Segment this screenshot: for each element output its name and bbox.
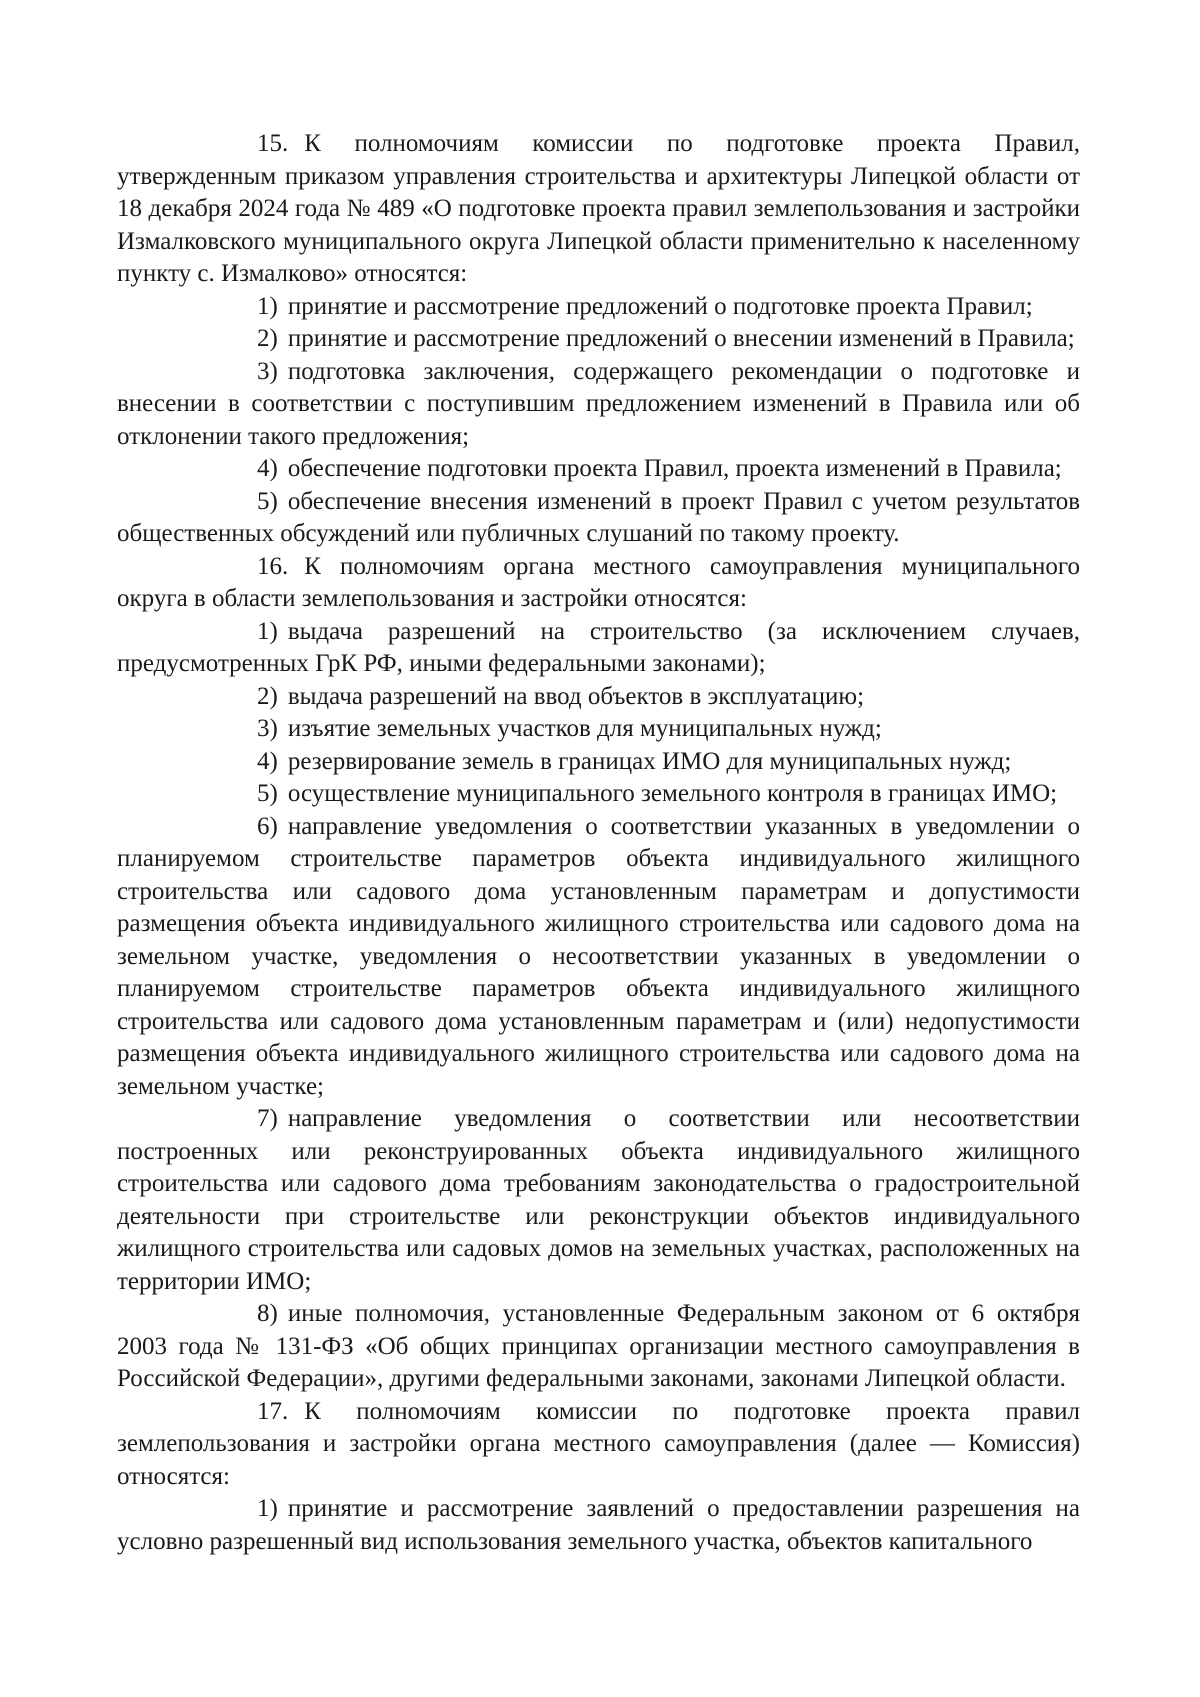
list-item (117, 681, 1080, 714)
item-number: 4) (257, 455, 278, 482)
document-page (117, 128, 1080, 1558)
section-paragraph (117, 551, 1080, 616)
paragraph-text: выдача разрешений на ввод объектов в эксплуатацию; (287, 682, 865, 710)
list-item (117, 323, 1080, 356)
list-item (117, 1298, 1080, 1396)
section-number: 17. (257, 1397, 289, 1425)
item-number: 4) (257, 747, 278, 775)
paragraph-text: иные полномочия, установленные Федеральным законом от 6 октября 2003 года № 131-ФЗ «Об общих принципах организации местного самоуправления в Российской Федерации», другими федеральными законами, законами Липецкой области. (117, 1300, 1080, 1392)
list-item (117, 1103, 1080, 1298)
section-paragraph (117, 128, 1080, 291)
item-number: 2) (257, 325, 278, 352)
paragraph-text: принятие и рассмотрение заявлений о предоставлении разрешения на условно разрешенный вид использования земельного участка, объектов капитального (117, 1495, 1080, 1555)
paragraph-text: направление уведомления о соответствии указанных в уведомлении о планируемом строительстве параметров объекта индивидуального жилищного строительства или садового дома установленным параметрам и допустимости размещения объекта индивидуального жилищного строительства или садового дома на земельном участке, уведомления о несоответствии указанных в уведомлении о планируемом строительстве параметров объекта индивидуального жилищного строительства или садового дома установленным параметрам и (или) недопустимости размещения объекта индивидуального жилищного строительства или садового дома на земельном участке; (117, 812, 1080, 1100)
paragraph-text: К полномочиям комиссии по подготовке проекта правил землепользования и застройки органа местного самоуправления (далее — Комиссия) относятся: (117, 1397, 1080, 1490)
item-number: 3) (257, 715, 278, 742)
paragraph-text: К полномочиям комиссии по подготовке проекта Правил, утвержденным приказом управления строительства и архитектуры Липецкой области от 18 декабря 2024 года № 489 «О подготовке проекта правил землепользования и застройки Измалковского муниципального округа Липецкой области применительно к населенному пункту с. Измалково» относятся: (117, 130, 1080, 287)
list-item (117, 486, 1080, 551)
paragraph-text: осуществление муниципального земельного контроля в границах ИМО; (287, 780, 1058, 807)
paragraph-text: принятие и рассмотрение предложений о внесении изменений в Правила; (287, 325, 1075, 352)
section-number: 15. (257, 130, 289, 157)
item-number: 1) (257, 617, 278, 645)
list-item (117, 1493, 1080, 1558)
list-item (117, 778, 1080, 811)
paragraph-text: изъятие земельных участков для муниципальных нужд; (287, 715, 882, 742)
item-number: 6) (257, 812, 278, 840)
item-number: 2) (257, 682, 278, 710)
list-item (117, 811, 1080, 1104)
item-number: 3) (257, 357, 278, 385)
paragraph-text: обеспечение подготовки проекта Правил, проекта изменений в Правила; (287, 455, 1062, 482)
item-number: 5) (257, 780, 278, 807)
item-number: 7) (257, 1105, 278, 1132)
paragraph-text: резервирование земель в границах ИМО для муниципальных нужд; (287, 747, 1012, 775)
section-number: 16. (257, 552, 289, 580)
paragraph-text: выдача разрешений на строительство (за исключением случаев, предусмотренных ГрК РФ, иными федеральными законами); (117, 617, 1080, 677)
item-number: 5) (257, 487, 278, 515)
list-item (117, 453, 1080, 486)
item-number: 8) (257, 1300, 278, 1327)
item-number: 1) (257, 1495, 278, 1522)
paragraph-text: направление уведомления о соответствии или несоответствии построенных или реконструированных объекта индивидуального жилищного строительства или садового дома требованиям законодательства о градостроительной деятельности при строительстве или реконструкции объектов индивидуального жилищного строительства или садовых домов на земельных участках, расположенных на территории ИМО; (117, 1105, 1080, 1295)
paragraph-text: К полномочиям органа местного самоуправления муниципального округа в области землепользования и застройки относятся: (117, 552, 1080, 612)
paragraph-text: принятие и рассмотрение предложений о подготовке проекта Правил; (287, 292, 1033, 320)
paragraph-text: подготовка заключения, содержащего рекомендации о подготовке и внесении в соответствии с поступившим предложением изменений в Правила или об отклонении такого предложения; (117, 357, 1080, 450)
list-item (117, 713, 1080, 746)
item-number: 1) (257, 292, 278, 320)
paragraph-text: обеспечение внесения изменений в проект Правил с учетом результатов общественных обсуждений или публичных слушаний по такому проекту. (117, 487, 1080, 547)
list-item (117, 356, 1080, 454)
list-item (117, 616, 1080, 681)
list-item (117, 291, 1080, 324)
list-item (117, 746, 1080, 779)
section-paragraph (117, 1396, 1080, 1494)
